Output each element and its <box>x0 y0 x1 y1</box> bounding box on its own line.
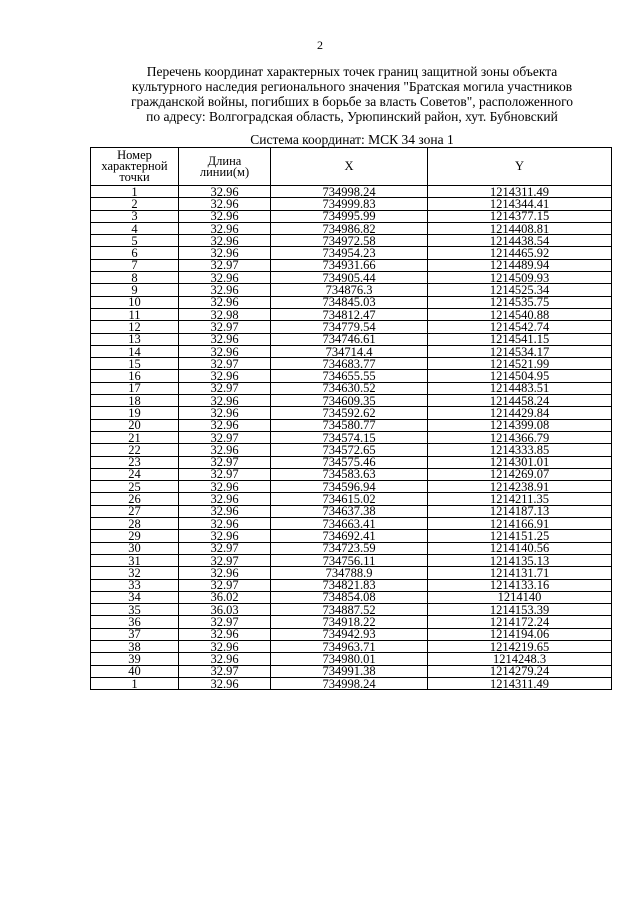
cell-x: 734887.52 <box>271 604 428 616</box>
cell-y: 1214166.91 <box>428 518 612 530</box>
table-row <box>91 370 612 382</box>
title-line-2: культурного наследия регионального значения "Братская могила участников <box>131 79 573 94</box>
table-row <box>91 272 612 284</box>
cell-point-number: 1 <box>91 677 179 689</box>
cell-y: 1214135.13 <box>428 554 612 566</box>
cell-line-length: 32.96 <box>179 235 271 247</box>
cell-line-length: 32.96 <box>179 198 271 210</box>
header-point-number <box>91 148 179 186</box>
cell-line-length: 32.96 <box>179 395 271 407</box>
cell-line-length: 32.96 <box>179 530 271 542</box>
cell-line-length: 32.97 <box>179 554 271 566</box>
cell-point-number: 13 <box>91 333 179 345</box>
cell-x: 734779.54 <box>271 321 428 333</box>
title-line-1: Перечень координат характерных точек границ защитной зоны объекта <box>146 64 558 79</box>
table-row <box>91 579 612 591</box>
table-row <box>91 628 612 640</box>
cell-point-number: 7 <box>91 259 179 271</box>
cell-y: 1214311.49 <box>428 677 612 689</box>
table-row <box>91 677 612 689</box>
cell-y: 1214458.24 <box>428 395 612 407</box>
cell-x: 734918.22 <box>271 616 428 628</box>
cell-point-number: 16 <box>91 370 179 382</box>
header-length-line: Длина <box>207 153 242 168</box>
cell-y: 1214489.94 <box>428 259 612 271</box>
cell-line-length: 32.96 <box>179 567 271 579</box>
header-point-line: точки <box>119 170 150 184</box>
cell-x: 734714.4 <box>271 345 428 357</box>
cell-point-number: 24 <box>91 468 179 480</box>
cell-line-length: 36.02 <box>179 591 271 603</box>
table-row <box>91 395 612 407</box>
cell-y: 1214541.15 <box>428 333 612 345</box>
cell-point-number: 3 <box>91 210 179 222</box>
table-row <box>91 222 612 234</box>
cell-point-number: 11 <box>91 308 179 320</box>
cell-point-number: 37 <box>91 628 179 640</box>
cell-x: 734637.38 <box>271 505 428 517</box>
table-row <box>91 358 612 370</box>
cell-x: 734905.44 <box>271 272 428 284</box>
cell-line-length: 32.96 <box>179 640 271 652</box>
cell-y: 1214151.25 <box>428 530 612 542</box>
cell-y: 1214465.92 <box>428 247 612 259</box>
cell-line-length: 32.97 <box>179 431 271 443</box>
table-row <box>91 247 612 259</box>
cell-x: 734615.02 <box>271 493 428 505</box>
cell-x: 734845.03 <box>271 296 428 308</box>
cell-x: 734756.11 <box>271 554 428 566</box>
table-row <box>91 481 612 493</box>
header-x: X <box>271 148 428 186</box>
cell-line-length: 32.96 <box>179 370 271 382</box>
cell-line-length: 32.96 <box>179 333 271 345</box>
cell-point-number: 15 <box>91 358 179 370</box>
cell-y: 1214438.54 <box>428 235 612 247</box>
cell-line-length: 32.96 <box>179 481 271 493</box>
cell-point-number: 33 <box>91 579 179 591</box>
cell-x: 734812.47 <box>271 308 428 320</box>
table-row <box>91 431 612 443</box>
cell-y: 1214540.88 <box>428 308 612 320</box>
table-row <box>91 591 612 603</box>
cell-y: 1214194.06 <box>428 628 612 640</box>
table-row <box>91 604 612 616</box>
cell-line-length: 32.96 <box>179 505 271 517</box>
cell-line-length: 36.03 <box>179 604 271 616</box>
cell-line-length: 32.96 <box>179 628 271 640</box>
table-row <box>91 210 612 222</box>
cell-x: 734931.66 <box>271 259 428 271</box>
cell-line-length: 32.96 <box>179 419 271 431</box>
cell-point-number: 4 <box>91 222 179 234</box>
cell-y: 1214408.81 <box>428 222 612 234</box>
cell-point-number: 32 <box>91 567 179 579</box>
title-line-3: гражданской войны, погибших в борьбе за власть Советов", расположенного <box>130 94 574 109</box>
cell-x: 734788.9 <box>271 567 428 579</box>
cell-point-number: 18 <box>91 395 179 407</box>
table-row <box>91 616 612 628</box>
header-y: Y <box>428 148 612 186</box>
cell-line-length: 32.96 <box>179 284 271 296</box>
table-row <box>91 640 612 652</box>
header-point-line: Номер <box>117 148 152 162</box>
cell-x: 734876.3 <box>271 284 428 296</box>
cell-x: 734574.15 <box>271 431 428 443</box>
cell-line-length: 32.96 <box>179 653 271 665</box>
cell-y: 1214172.24 <box>428 616 612 628</box>
cell-point-number: 10 <box>91 296 179 308</box>
table-body <box>91 186 612 690</box>
coordinate-system-label: Система координат: МСК 34 зона 1 <box>250 132 454 147</box>
cell-x: 734972.58 <box>271 235 428 247</box>
cell-line-length: 32.96 <box>179 444 271 456</box>
table-row <box>91 444 612 456</box>
cell-point-number: 35 <box>91 604 179 616</box>
cell-x: 734963.71 <box>271 640 428 652</box>
table-header-row <box>91 148 612 186</box>
cell-x: 734655.55 <box>271 370 428 382</box>
cell-y: 1214525.34 <box>428 284 612 296</box>
cell-point-number: 6 <box>91 247 179 259</box>
cell-line-length: 32.97 <box>179 259 271 271</box>
cell-line-length: 32.96 <box>179 210 271 222</box>
cell-y: 1214153.39 <box>428 604 612 616</box>
cell-point-number: 30 <box>91 542 179 554</box>
cell-y: 1214542.74 <box>428 321 612 333</box>
table-row <box>91 407 612 419</box>
cell-y: 1214509.93 <box>428 272 612 284</box>
table-row <box>91 284 612 296</box>
cell-point-number: 19 <box>91 407 179 419</box>
document-title <box>92 64 612 124</box>
cell-point-number: 25 <box>91 481 179 493</box>
cell-y: 1214534.17 <box>428 345 612 357</box>
cell-y: 1214521.99 <box>428 358 612 370</box>
header-line-length <box>179 148 271 186</box>
cell-point-number: 39 <box>91 653 179 665</box>
cell-y: 1214535.75 <box>428 296 612 308</box>
cell-x: 734683.77 <box>271 358 428 370</box>
cell-line-length: 32.96 <box>179 296 271 308</box>
cell-line-length: 32.97 <box>179 382 271 394</box>
cell-line-length: 32.97 <box>179 321 271 333</box>
table-row <box>91 530 612 542</box>
table-row <box>91 419 612 431</box>
cell-x: 734630.52 <box>271 382 428 394</box>
cell-line-length: 32.97 <box>179 456 271 468</box>
cell-line-length: 32.97 <box>179 358 271 370</box>
cell-line-length: 32.96 <box>179 518 271 530</box>
cell-point-number: 20 <box>91 419 179 431</box>
cell-x: 734596.94 <box>271 481 428 493</box>
cell-point-number: 5 <box>91 235 179 247</box>
cell-y: 1214269.07 <box>428 468 612 480</box>
cell-y: 1214131.71 <box>428 567 612 579</box>
cell-x: 734986.82 <box>271 222 428 234</box>
cell-y: 1214377.15 <box>428 210 612 222</box>
cell-point-number: 31 <box>91 554 179 566</box>
cell-x: 734995.99 <box>271 210 428 222</box>
cell-x: 734592.62 <box>271 407 428 419</box>
cell-x: 734575.46 <box>271 456 428 468</box>
cell-point-number: 38 <box>91 640 179 652</box>
cell-x: 734580.77 <box>271 419 428 431</box>
cell-point-number: 29 <box>91 530 179 542</box>
table-row <box>91 653 612 665</box>
cell-line-length: 32.98 <box>179 308 271 320</box>
cell-x: 734998.24 <box>271 677 428 689</box>
table-row <box>91 333 612 345</box>
table-row <box>91 542 612 554</box>
cell-x: 734999.83 <box>271 198 428 210</box>
cell-point-number: 36 <box>91 616 179 628</box>
header-point-line: характерной <box>101 159 168 173</box>
title-line-4: по адресу: Волгоградская область, Урюпинский район, хут. Бубновский <box>146 109 558 124</box>
cell-line-length: 32.97 <box>179 579 271 591</box>
cell-x: 734583.63 <box>271 468 428 480</box>
cell-y: 1214429.84 <box>428 407 612 419</box>
cell-line-length: 32.97 <box>179 468 271 480</box>
table-row <box>91 567 612 579</box>
table-row <box>91 186 612 198</box>
cell-point-number: 28 <box>91 518 179 530</box>
cell-y: 1214311.49 <box>428 186 612 198</box>
cell-y: 1214301.01 <box>428 456 612 468</box>
cell-point-number: 2 <box>91 198 179 210</box>
cell-y: 1214140 <box>428 591 612 603</box>
cell-y: 1214219.65 <box>428 640 612 652</box>
cell-point-number: 22 <box>91 444 179 456</box>
cell-line-length: 32.96 <box>179 345 271 357</box>
cell-x: 734821.83 <box>271 579 428 591</box>
cell-y: 1214279.24 <box>428 665 612 677</box>
table-row <box>91 345 612 357</box>
cell-point-number: 9 <box>91 284 179 296</box>
cell-x: 734692.41 <box>271 530 428 542</box>
cell-y: 1214211.35 <box>428 493 612 505</box>
cell-point-number: 34 <box>91 591 179 603</box>
cell-point-number: 27 <box>91 505 179 517</box>
cell-y: 1214238.91 <box>428 481 612 493</box>
table-row <box>91 296 612 308</box>
cell-x: 734980.01 <box>271 653 428 665</box>
cell-x: 734998.24 <box>271 186 428 198</box>
cell-line-length: 32.96 <box>179 677 271 689</box>
cell-y: 1214399.08 <box>428 419 612 431</box>
cell-y: 1214344.41 <box>428 198 612 210</box>
table-row <box>91 382 612 394</box>
table-row <box>91 235 612 247</box>
cell-y: 1214504.95 <box>428 370 612 382</box>
cell-x: 734609.35 <box>271 395 428 407</box>
cell-line-length: 32.96 <box>179 186 271 198</box>
cell-point-number: 21 <box>91 431 179 443</box>
cell-y: 1214248.3 <box>428 653 612 665</box>
cell-line-length: 32.96 <box>179 493 271 505</box>
cell-y: 1214187.13 <box>428 505 612 517</box>
cell-line-length: 32.97 <box>179 542 271 554</box>
cell-line-length: 32.96 <box>179 407 271 419</box>
table-row <box>91 554 612 566</box>
cell-x: 734942.93 <box>271 628 428 640</box>
cell-y: 1214133.16 <box>428 579 612 591</box>
table-row <box>91 198 612 210</box>
cell-point-number: 1 <box>91 186 179 198</box>
table-row <box>91 493 612 505</box>
table-row <box>91 665 612 677</box>
cell-x: 734723.59 <box>271 542 428 554</box>
cell-point-number: 23 <box>91 456 179 468</box>
cell-point-number: 17 <box>91 382 179 394</box>
cell-y: 1214140.56 <box>428 542 612 554</box>
table-row <box>91 468 612 480</box>
cell-x: 734746.61 <box>271 333 428 345</box>
cell-x: 734663.41 <box>271 518 428 530</box>
cell-point-number: 12 <box>91 321 179 333</box>
cell-line-length: 32.96 <box>179 272 271 284</box>
cell-line-length: 32.96 <box>179 247 271 259</box>
cell-line-length: 32.96 <box>179 222 271 234</box>
cell-point-number: 8 <box>91 272 179 284</box>
cell-x: 734954.23 <box>271 247 428 259</box>
page-number: 2 <box>317 38 323 52</box>
cell-x: 734854.08 <box>271 591 428 603</box>
table-row <box>91 518 612 530</box>
cell-line-length: 32.97 <box>179 616 271 628</box>
cell-x: 734991.38 <box>271 665 428 677</box>
table-row <box>91 259 612 271</box>
cell-line-length: 32.97 <box>179 665 271 677</box>
table-row <box>91 505 612 517</box>
coordinates-table <box>90 147 612 690</box>
table-row <box>91 456 612 468</box>
cell-y: 1214483.51 <box>428 382 612 394</box>
cell-x: 734572.65 <box>271 444 428 456</box>
cell-y: 1214366.79 <box>428 431 612 443</box>
cell-point-number: 40 <box>91 665 179 677</box>
cell-point-number: 14 <box>91 345 179 357</box>
table-row <box>91 308 612 320</box>
cell-y: 1214333.85 <box>428 444 612 456</box>
table-row <box>91 321 612 333</box>
header-length-line: линии(м) <box>199 164 250 179</box>
cell-point-number: 26 <box>91 493 179 505</box>
